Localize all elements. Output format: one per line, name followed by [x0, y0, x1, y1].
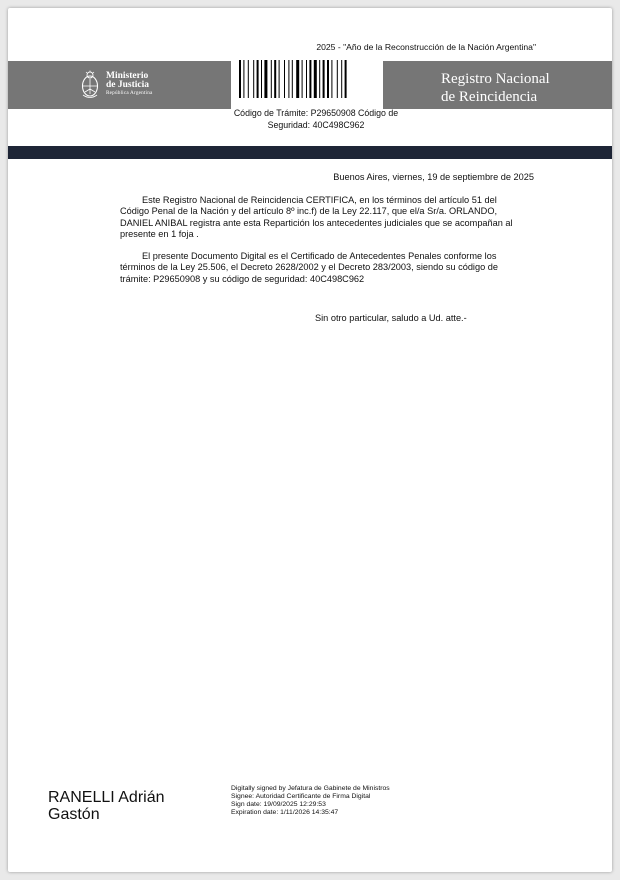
ministry-name-line1: Ministerio	[106, 71, 149, 81]
digital-signature-line: Expiration date: 1/11/2026 14:35:47	[231, 809, 339, 816]
digital-signature-line: Digitally signed by Jefatura de Gabinete de Ministros	[231, 785, 390, 792]
ministry-banner	[8, 61, 231, 109]
registry-title-line1: Registro Nacional	[441, 71, 550, 87]
national-seal-icon	[80, 70, 100, 100]
ministry-logo-text	[106, 72, 153, 97]
signer-name-line2: Gastón	[48, 806, 100, 823]
issue-date: Buenos Aires, viernes, 19 de septiembre de 2025	[333, 172, 534, 182]
digital-document-line: El presente Documento Digital es el Certificado de Antecedentes Penales conforme los	[142, 251, 497, 261]
ministry-name-line2: de Justicia	[106, 80, 150, 90]
registry-title-line2: de Reincidencia	[441, 89, 538, 105]
certification-line: presente en 1 foja .	[120, 228, 199, 239]
digital-document-line: términos de la Ley 25.506, el Decreto 2628/2002 y el Decreto 283/2003, siendo su código de	[120, 262, 498, 273]
digital-signature-block	[231, 785, 390, 817]
tramite-line1: Código de Trámite: P29650908 Código de	[233, 108, 399, 118]
certification-line: Este Registro Nacional de Reincidencia CERTIFICA, en los términos del artículo 51 del	[142, 195, 497, 205]
tramite-line2: Seguridad: 40C498C962	[267, 120, 365, 130]
barcode	[237, 59, 378, 99]
certification-line: DANIEL ANIBAL registra ante esta Repartición los antecedentes judiciales que se acompañan al	[120, 217, 513, 228]
closing-salutation: Sin otro particular, saludo a Ud. atte.-	[315, 313, 467, 323]
certification-paragraph	[120, 195, 534, 240]
year-motto: 2025 - "Año de la Reconstrucción de la Nación Argentina"	[316, 42, 536, 52]
certificate-page	[8, 8, 612, 872]
tramite-codes	[221, 107, 411, 131]
ministry-country: República Argentina	[106, 90, 153, 96]
digital-document-paragraph	[120, 251, 534, 285]
digital-signature-line: Signee: Autoridad Certificante de Firma Digital	[231, 793, 371, 800]
digital-document-line: trámite: P29650908 y su código de seguridad: 40C498C962	[120, 273, 365, 284]
signer-name-line1: RANELLI Adrián	[48, 789, 165, 806]
digital-signature-line: Sign date: 19/09/2025 12:29:53	[231, 801, 326, 808]
signer-name	[48, 789, 165, 823]
registry-title	[441, 70, 550, 106]
certification-line: Código Penal de la Nación y del artículo 8º inc.f) de la Ley 22.117, que el/a Sr/a. ORLANDO,	[120, 206, 498, 217]
header-divider-bar	[8, 146, 612, 159]
